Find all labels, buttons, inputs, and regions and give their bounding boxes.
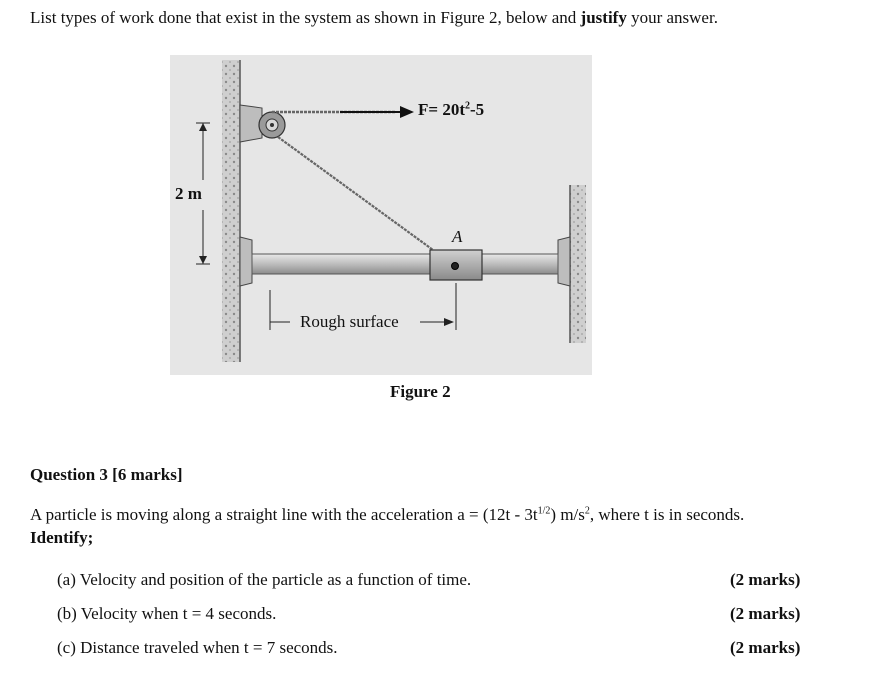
question-item-b: (b) Velocity when t = 4 seconds. <box>57 604 277 623</box>
question-heading: Question 3 [6 marks] <box>30 465 183 484</box>
force-label: $F= 20t^2-5$ <box>418 100 485 119</box>
figure-caption: Figure 2 <box>390 382 451 401</box>
question-item-c: (c) Distance traveled when t = 7 seconds. <box>57 638 338 657</box>
identify-label: Identify; <box>30 528 94 547</box>
marks-item-b: (2 marks) <box>730 604 801 623</box>
left-rod-mount <box>240 237 252 286</box>
instruction-part-2: your answer. <box>626 8 718 27</box>
instruction-emphasis: justify <box>580 8 627 27</box>
question-text: A particle is moving along a straight line with the acceleration $a = (12t - 3t^{1/2})$ $m/s^2$, where t is in seconds. <box>30 505 745 524</box>
instruction-part-1: List types of work done that exist in the system as shown in Figure 2, below and <box>30 8 581 27</box>
question-item-a: (a) Velocity and position of the particle as a function of time. <box>57 570 472 589</box>
point-a-label: A <box>452 227 463 246</box>
marks-item-c: (2 marks) <box>730 638 801 657</box>
marks-item-a: (2 marks) <box>730 570 801 589</box>
right-rod-mount <box>558 237 570 286</box>
horizontal-rod <box>252 254 558 274</box>
height-label: 2 m <box>175 184 202 203</box>
rough-surface-label: Rough surface <box>300 312 399 331</box>
